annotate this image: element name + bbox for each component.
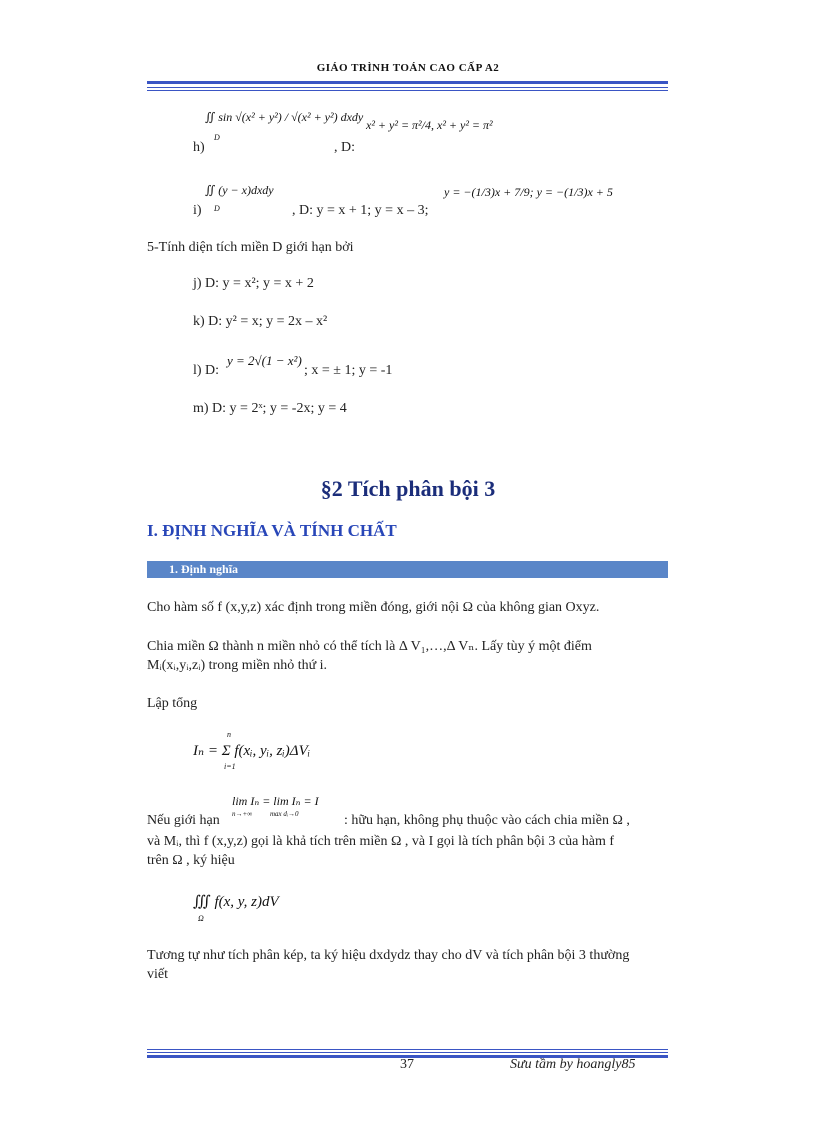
footer-rule-thin [147, 1049, 668, 1050]
subsection-title: 1. Định nghĩa [169, 562, 239, 576]
formula-h-region: D [214, 133, 220, 142]
paragraph-1: Cho hàm số f (x,y,z) xác định trong miền đóng, giới nội Ω của không gian Oxyz. [147, 600, 600, 615]
paragraph-2a: Chia miền Ω thành n miền nhỏ có thể tích là Δ V₁,…,Δ Vₙ. Lấy tùy ý một điểm [147, 639, 592, 654]
exercise-i-d-text: , D: y = x + 1; y = x – 3; [292, 203, 429, 218]
formula-i-region: D [214, 204, 220, 213]
footer-credit: Sưu tầm by hoangly85 [510, 1057, 636, 1072]
exercise-k: k) D: y² = x; y = 2x – x² [193, 314, 328, 329]
formula-i-integrand: ∬ (y − x)dxdy [205, 183, 274, 197]
paragraph-4-suffix: : hữu hạn, không phụ thuộc vào cách chia miền Ω , [344, 813, 630, 828]
limit-formula: lim Iₙ = lim Iₙ = I [232, 794, 319, 808]
sum-formula: Iₙ = Σ f(xᵢ, yᵢ, zᵢ)ΔVᵢ [193, 743, 311, 759]
paragraph-6: trên Ω , ký hiệu [147, 853, 235, 868]
exercise-h-d-prefix: , D: [334, 140, 355, 155]
formula-h-domain: x² + y² = π²/4, x² + y² = π² [366, 118, 493, 132]
page-number: 37 [400, 1057, 414, 1072]
header-rule [147, 81, 668, 84]
header-rule-thin [147, 87, 668, 88]
header-title: GIÁO TRÌNH TOÁN CAO CẤP A2 [316, 62, 500, 74]
triple-integral-formula: ∭ f(x, y, z)dV [193, 894, 279, 910]
sum-lower: i=1 [224, 762, 236, 771]
exercise-l-suffix: ; x = ± 1; y = -1 [304, 363, 393, 378]
limit-sub-n: n→+∞ [232, 810, 253, 818]
formula-i-domain: y = −(1/3)x + 7/9; y = −(1/3)x + 5 [444, 185, 613, 199]
formula-l: y = 2√(1 − x²) [227, 353, 302, 368]
paragraph-7b: viết [147, 967, 168, 982]
chapter-title: I. ĐỊNH NGHĨA VÀ TÍNH CHẤT [147, 521, 397, 540]
paragraph-3: Lập tổng [147, 696, 198, 711]
exercise-m: m) D: y = 2ˣ; y = -2x; y = 4 [193, 401, 347, 416]
section-title: §2 Tích phân bội 3 [320, 476, 496, 501]
paragraph-2b: Mᵢ(xᵢ,yᵢ,zᵢ) trong miền nhỏ thứ i. [147, 658, 328, 673]
paragraph-7a: Tương tự như tích phân kép, ta ký hiệu dxdydz thay cho dV và tích phân bội 3 thường [147, 948, 630, 963]
footer-rule-thin-2 [147, 1052, 668, 1053]
triple-integral-region: Ω [198, 914, 204, 923]
exercise-h-label: h) [193, 140, 205, 155]
paragraph-4-prefix: Nếu giới hạn [147, 813, 220, 828]
exercise-i-label: i) [193, 203, 202, 218]
sum-upper: n [227, 730, 231, 739]
limit-sub-max: max dᵢ→0 [270, 810, 299, 818]
exercise-j: j) D: y = x²; y = x + 2 [193, 276, 314, 291]
header-rule-thin-2 [147, 90, 668, 91]
area-section-title: 5-Tính diện tích miền D giới hạn bởi [147, 240, 354, 255]
exercise-l-prefix: l) D: [193, 363, 220, 378]
formula-h-integrand: ∬ sin √(x² + y²) / √(x² + y²) dxdy [205, 110, 364, 124]
subsection-band [147, 561, 668, 578]
paragraph-5: và Mᵢ, thì f (x,y,z) gọi là khả tích trên miền Ω , và I gọi là tích phân bội 3 của hàm f [147, 834, 615, 849]
